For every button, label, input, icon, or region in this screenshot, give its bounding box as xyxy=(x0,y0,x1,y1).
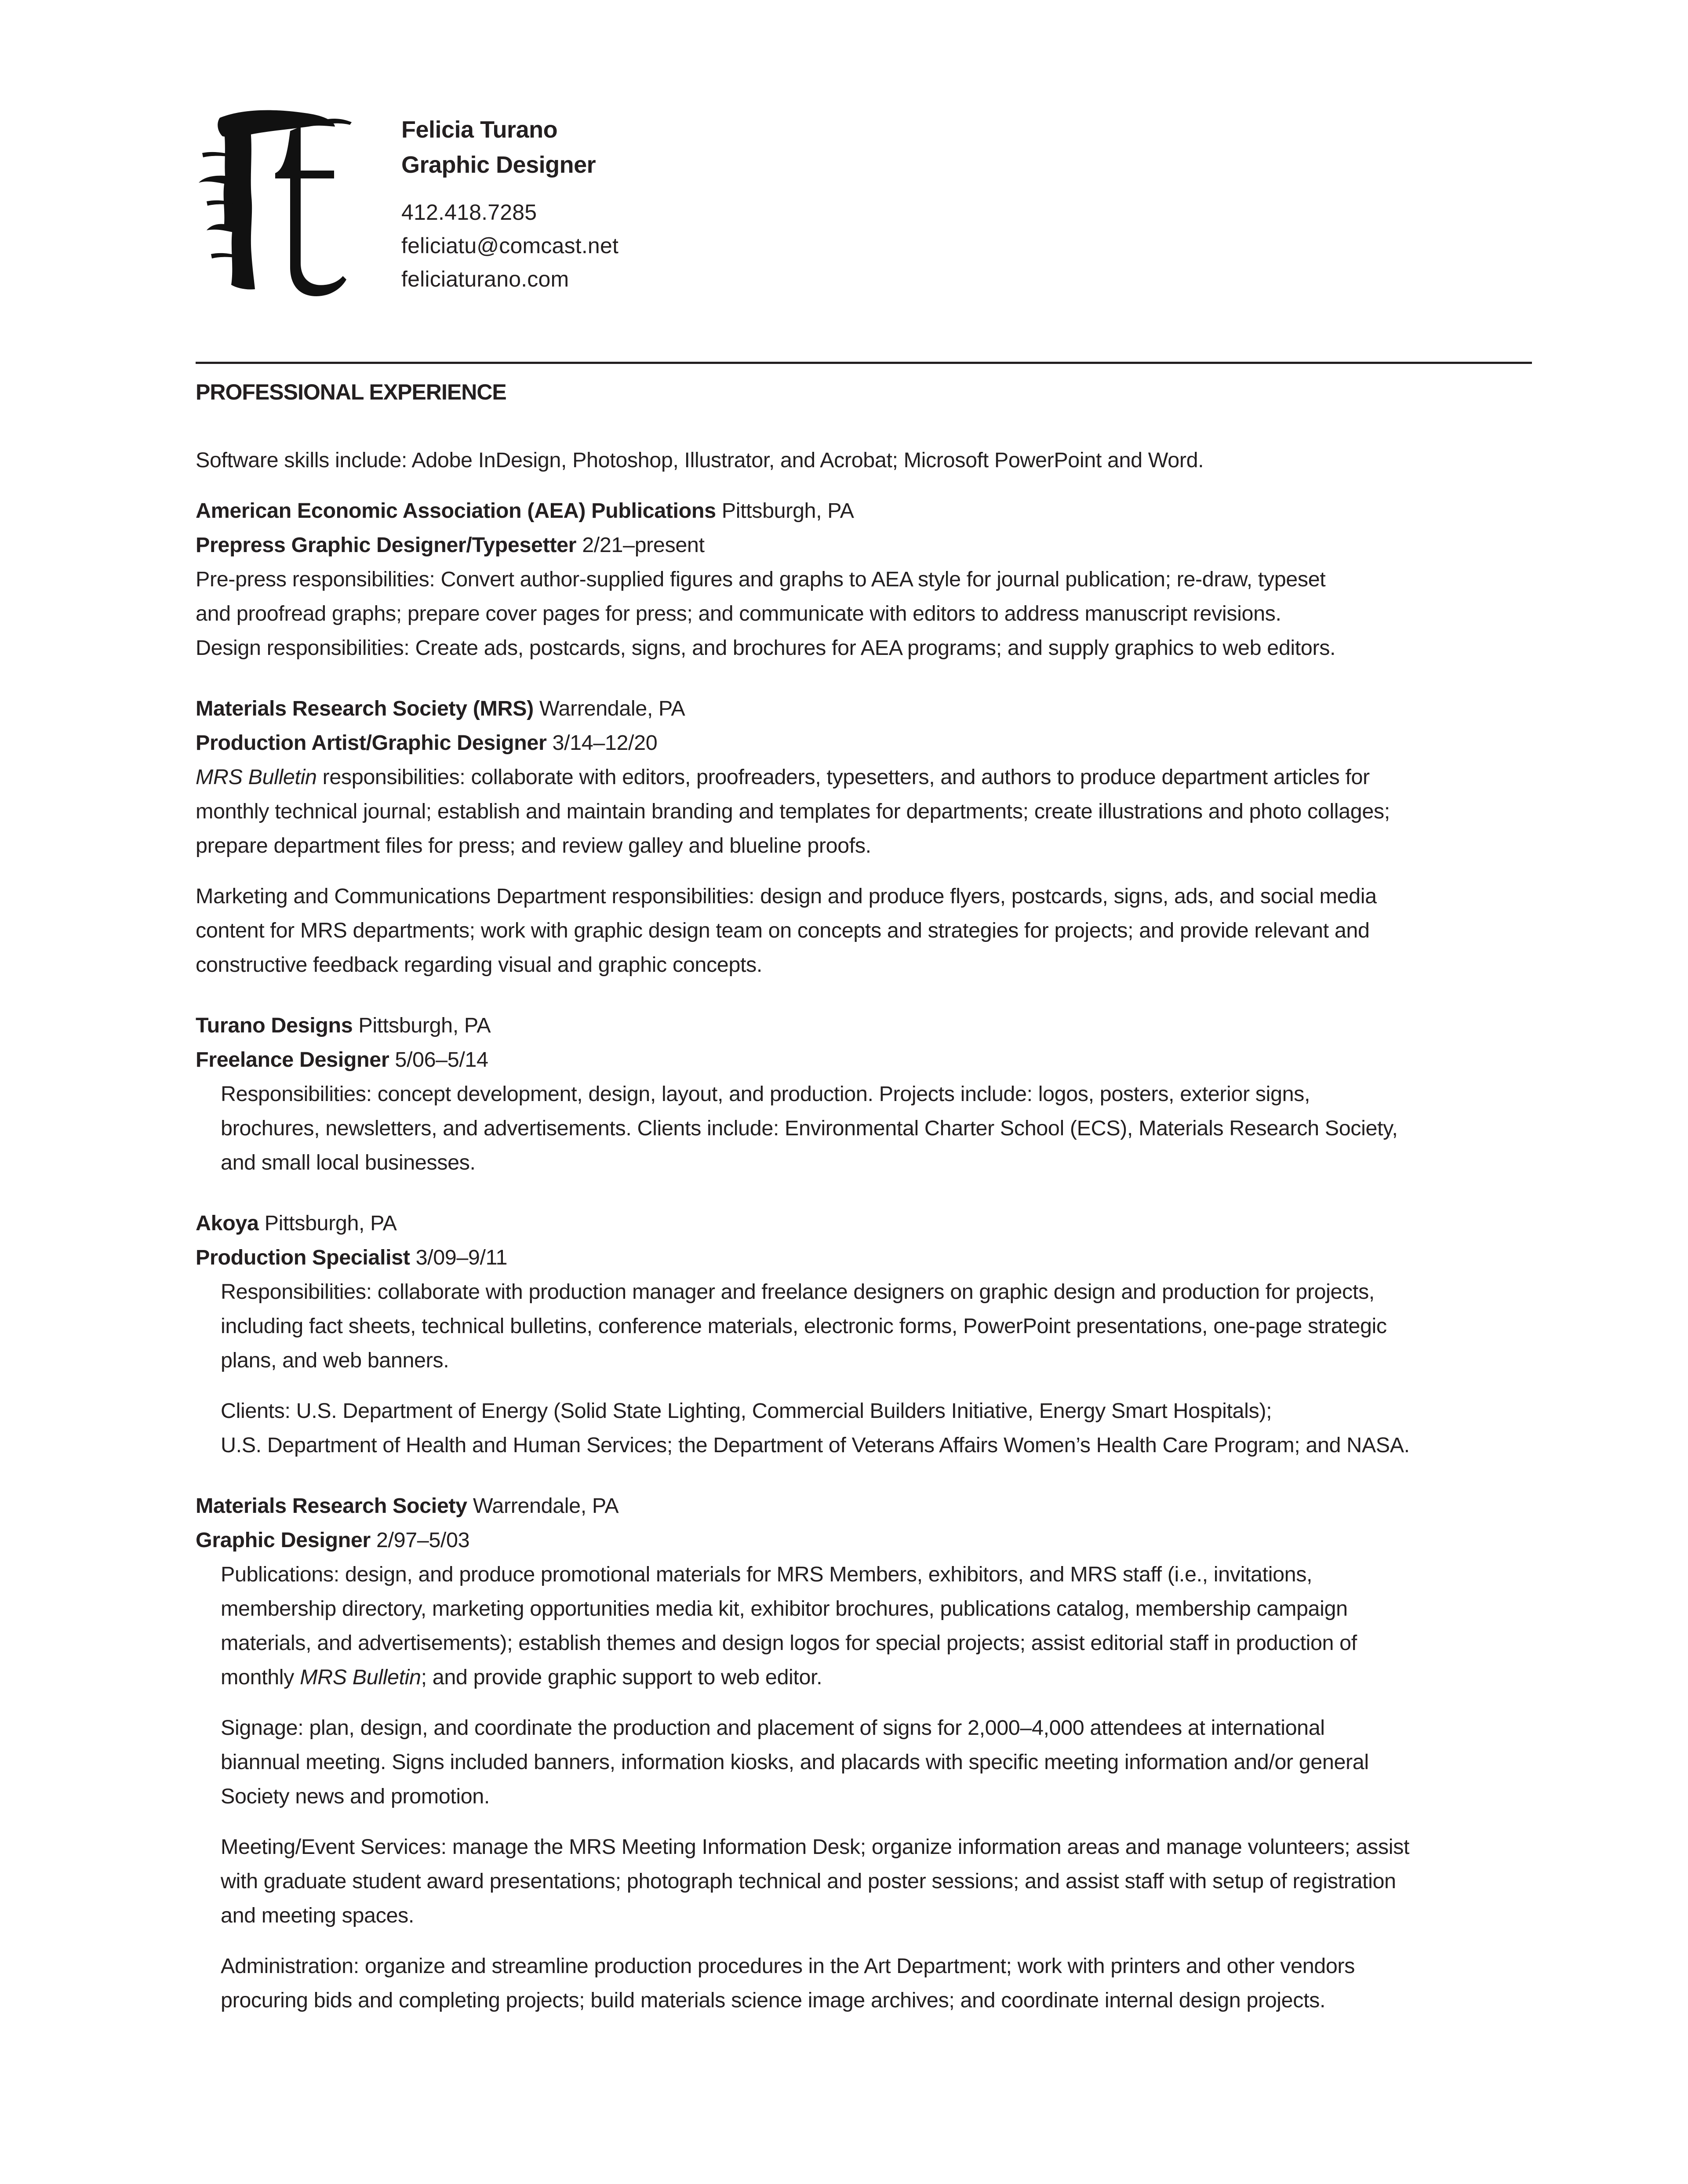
job-org: Materials Research Society xyxy=(196,1494,467,1518)
job-line: membership directory, marketing opportunities media kit, exhibitor brochures, publications catalog, membership campaign xyxy=(221,1597,1348,1621)
job-line: Marketing and Communications Department responsibilities: design and produce flyers, postcards, signs, ads, and social media xyxy=(196,884,1377,908)
job-location: Pittsburgh, PA xyxy=(264,1211,397,1235)
job-line: ; and provide graphic support to web editor. xyxy=(421,1665,822,1689)
job-line: and meeting spaces. xyxy=(221,1904,414,1927)
section-heading: PROFESSIONAL EXPERIENCE xyxy=(196,380,506,404)
job-dates: 3/09–9/11 xyxy=(415,1246,508,1269)
job-role: Production Artist/Graphic Designer xyxy=(196,731,547,755)
job-line: monthly xyxy=(221,1665,300,1689)
person-title: Graphic Designer xyxy=(401,152,596,178)
job-line: procuring bids and completing projects; build materials science image archives; and coordinate internal design projects. xyxy=(221,1988,1326,2012)
job-line: Publications: design, and produce promotional materials for MRS Members, exhibitors, and MRS staff (i.e., invitations, xyxy=(221,1563,1313,1586)
person-name: Felicia Turano xyxy=(401,116,558,143)
job-line: U.S. Department of Health and Human Services; the Department of Veterans Affairs Women’s Health Care Program; and NASA. xyxy=(221,1433,1410,1457)
job-line: responsibilities: collaborate with editors, proofreaders, typesetters, and authors to produce department articles for xyxy=(316,765,1370,789)
ft-logo-icon xyxy=(193,100,369,298)
job-org: American Economic Association (AEA) Publications xyxy=(196,499,716,523)
job-entry xyxy=(196,1489,1541,2017)
job-line: Responsibilities: concept development, design, layout, and production. Projects include: logos, posters, exterior signs, xyxy=(221,1082,1310,1106)
job-entry xyxy=(196,1206,1541,1462)
job-line: Responsibilities: collaborate with production manager and freelance designers on graphic design and production for projects, xyxy=(221,1280,1375,1304)
job-line: prepare department files for press; and review galley and blueline proofs. xyxy=(196,834,871,858)
job-entry xyxy=(196,494,1541,665)
job-dates: 2/97–5/03 xyxy=(376,1528,470,1552)
job-dates: 2/21–present xyxy=(582,533,705,557)
job-org: Turano Designs xyxy=(196,1014,353,1037)
job-location: Pittsburgh, PA xyxy=(358,1014,491,1037)
job-line: and proofread graphs; prepare cover pages for press; and communicate with editors to address manuscript revisions. xyxy=(196,602,1281,625)
job-role: Freelance Designer xyxy=(196,1048,389,1072)
publication-title: MRS Bulletin xyxy=(300,1665,421,1689)
website-link[interactable]: feliciaturano.com xyxy=(401,267,569,291)
phone-number[interactable]: 412.418.7285 xyxy=(401,200,537,225)
contact-header xyxy=(401,112,618,296)
job-line: brochures, newsletters, and advertisements. Clients include: Environmental Charter School (ECS), Materials Research Society, xyxy=(221,1116,1398,1140)
publication-title: MRS Bulletin xyxy=(196,765,317,789)
job-location: Pittsburgh, PA xyxy=(721,499,854,523)
job-line: Meeting/Event Services: manage the MRS Meeting Information Desk; organize information areas and manage volunteers; assist xyxy=(221,1835,1410,1859)
job-org: Akoya xyxy=(196,1211,259,1235)
job-line: including fact sheets, technical bulletins, conference materials, electronic forms, PowerPoint presentations, one-page strategic xyxy=(221,1314,1387,1338)
job-line: and small local businesses. xyxy=(221,1151,476,1174)
job-line: Administration: organize and streamline production procedures in the Art Department; work with printers and other vendors xyxy=(221,1954,1355,1978)
job-line: materials, and advertisements); establish themes and design logos for special projects; assist editorial staff in production of xyxy=(221,1631,1357,1655)
job-role: Prepress Graphic Designer/Typesetter xyxy=(196,533,577,557)
job-line: Design responsibilities: Create ads, postcards, signs, and brochures for AEA programs; and supply graphics to web editors. xyxy=(196,636,1336,660)
experience-section xyxy=(196,443,1541,2017)
job-line: biannual meeting. Signs included banners, information kiosks, and placards with specific meeting information and/or general xyxy=(221,1750,1369,1774)
job-role: Production Specialist xyxy=(196,1246,410,1269)
job-location: Warrendale, PA xyxy=(539,697,685,720)
job-entry xyxy=(196,691,1541,982)
email-link[interactable]: feliciatu@comcast.net xyxy=(401,233,619,258)
job-location: Warrendale, PA xyxy=(473,1494,619,1518)
job-dates: 3/14–12/20 xyxy=(552,731,658,755)
job-entry xyxy=(196,1008,1541,1180)
skills-line: Software skills include: Adobe InDesign, Photoshop, Illustrator, and Acrobat; Microsoft PowerPoint and Word. xyxy=(196,448,1204,472)
contact-info xyxy=(401,196,618,296)
job-role: Graphic Designer xyxy=(196,1528,371,1552)
job-line: constructive feedback regarding visual and graphic concepts. xyxy=(196,953,762,977)
job-line: with graduate student award presentations; photograph technical and poster sessions; and assist staff with setup of registration xyxy=(221,1869,1396,1893)
job-dates: 5/06–5/14 xyxy=(395,1048,488,1072)
job-line: Clients: U.S. Department of Energy (Solid State Lighting, Commercial Builders Initiative, Energy Smart Hospitals); xyxy=(221,1399,1272,1423)
job-line: Society news and promotion. xyxy=(221,1784,490,1808)
job-line: Signage: plan, design, and coordinate the production and placement of signs for 2,000–4,000 attendees at international xyxy=(221,1716,1325,1740)
job-line: Pre-press responsibilities: Convert author-supplied figures and graphs to AEA style for journal publication; re-draw, typeset xyxy=(196,567,1326,591)
header-divider xyxy=(196,362,1532,364)
job-org: Materials Research Society (MRS) xyxy=(196,697,534,720)
job-line: plans, and web banners. xyxy=(221,1348,449,1372)
job-line: monthly technical journal; establish and maintain branding and templates for departments; create illustrations and photo collages; xyxy=(196,799,1390,823)
job-line: content for MRS departments; work with graphic design team on concepts and strategies for projects; and provide relevant and xyxy=(196,919,1370,942)
